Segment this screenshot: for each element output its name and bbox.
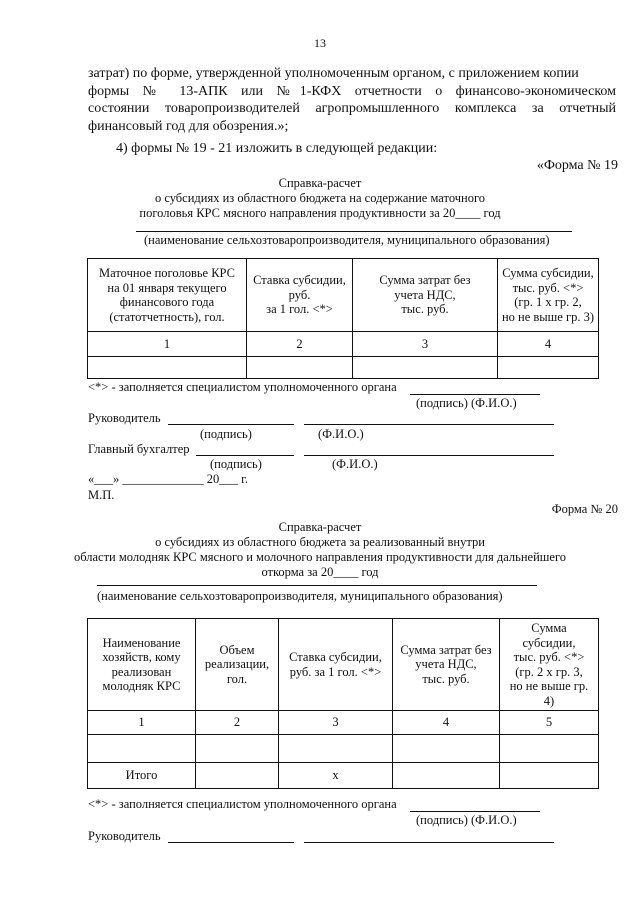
column-number: 2 — [196, 711, 279, 735]
table-header-cell: Сумма затрат без учета НДС, тыс. руб. — [393, 619, 500, 711]
head-name-line — [304, 424, 554, 425]
accountant-sign-caption: (подпись) — [210, 457, 262, 471]
table-header-cell: Сумма затрат без учета НДС, тыс. руб. — [353, 259, 498, 332]
accountant-signature-line — [196, 455, 294, 456]
form20-subtitle-1: о субсидиях из областного бюджета за реализованный внутри — [155, 535, 485, 549]
form19-table — [87, 258, 599, 379]
column-number: 3 — [279, 711, 393, 735]
page-number: 13 — [314, 36, 326, 50]
intro-line: финансовый год для обозрения.»; — [88, 118, 289, 134]
form20-title: Справка-расчет — [278, 520, 362, 534]
table-row — [88, 735, 599, 763]
total-label: Итого — [88, 763, 196, 789]
table-header-row — [88, 259, 599, 332]
form20-footnote: <*> - заполняется специалистом уполномоченного органа — [88, 797, 397, 811]
column-number: 1 — [88, 332, 247, 357]
head-sign-caption: (подпись) — [200, 427, 252, 441]
table-cell — [353, 357, 498, 379]
column-number: 2 — [247, 332, 353, 357]
form19-head-label: Руководитель — [88, 411, 161, 425]
table-cell — [393, 735, 500, 763]
form20-label: Форма № 20 — [551, 502, 618, 516]
table-header-cell: Ставка субсидии, руб. за 1 гол. <*> — [279, 619, 393, 711]
intro-paragraph — [88, 65, 616, 135]
accountant-name-line — [304, 455, 554, 456]
column-number: 3 — [353, 332, 498, 357]
form20-footnote-caption: (подпись) (Ф.И.О.) — [416, 813, 517, 827]
head-signature-line — [168, 424, 294, 425]
head-name-caption: (Ф.И.О.) — [318, 427, 364, 441]
head-signature-line — [168, 842, 294, 843]
footnote-signature-line — [410, 394, 540, 395]
form19-date-line: «___» _____________ 20___ г. — [88, 472, 248, 486]
table-cell — [500, 763, 599, 789]
form20-head-label: Руководитель — [88, 829, 161, 843]
item-4-text: 4) формы № 19 - 21 изложить в следующей редакции: — [116, 141, 438, 156]
accountant-name-caption: (Ф.И.О.) — [332, 457, 378, 471]
form19-name-caption: (наименование сельхозтоваропроизводителя, муниципального образования) — [144, 233, 550, 247]
table-header-cell: Наименование хозяйств, кому реализован молодняк КРС — [88, 619, 196, 711]
table-header-row — [88, 619, 599, 711]
table-header-cell: Сумма субсидии, тыс. руб. <*> (гр. 2 х гр. 3, но не выше гр. 4) — [500, 619, 599, 711]
footnote-signature-line — [410, 811, 540, 812]
column-number: 4 — [498, 332, 599, 357]
form19-footnote-caption: (подпись) (Ф.И.О.) — [416, 396, 517, 410]
table-header-cell: Сумма субсидии, тыс. руб. <*> (гр. 1 х гр. 2, но не выше гр. 3) — [498, 259, 599, 332]
table-cell — [279, 735, 393, 763]
table-cell — [498, 357, 599, 379]
column-number: 5 — [500, 711, 599, 735]
table-row — [88, 357, 599, 379]
form20-subtitle-3: откорма за 20____ год — [261, 565, 379, 579]
intro-line: состоянии товаропроизводителей агропромышленного комплекса за отчетный — [88, 101, 616, 116]
form19-title: Справка-расчет — [278, 176, 362, 190]
form20-table — [87, 618, 599, 789]
table-header-cell: Объем реализации, гол. — [196, 619, 279, 711]
head-name-line — [304, 842, 554, 843]
form20-name-caption: (наименование сельхозтоваропроизводителя, муниципального образования) — [97, 589, 503, 603]
table-row — [88, 711, 599, 735]
intro-line: формы № 13-АПК или №1-КФХ отчетности о финансово-экономическом — [88, 83, 616, 99]
table-cell — [500, 735, 599, 763]
form19-accountant-label: Главный бухгалтер — [88, 442, 190, 456]
table-cell — [88, 357, 247, 379]
column-number: 1 — [88, 711, 196, 735]
table-header-cell: Маточное поголовье КРС на 01 января текущего финансового года (статотчетность), гол. — [88, 259, 247, 332]
form20-name-line — [97, 585, 537, 586]
table-cell — [196, 763, 279, 789]
table-cell — [88, 735, 196, 763]
total-x-mark: x — [279, 763, 393, 789]
form19-subtitle-2: поголовья КРС мясного направления продуктивности за 20____ год — [139, 206, 501, 220]
form20-subtitle-2: области молодняк КРС мясного и молочного направления продуктивности для дальнейшего — [73, 550, 567, 564]
form19-subtitle-1: о субсидиях из областного бюджета на содержание маточного — [154, 191, 486, 205]
form19-stamp: М.П. — [88, 488, 115, 502]
table-total-row — [88, 763, 599, 789]
form19-label: «Форма № 19 — [536, 158, 618, 173]
table-row — [88, 332, 599, 357]
form19-footnote: <*> - заполняется специалистом уполномоченного органа — [88, 380, 397, 394]
column-number: 4 — [393, 711, 500, 735]
table-cell — [247, 357, 353, 379]
intro-line: затрат) по форме, утвержденной уполномоченным органом, с приложением копии — [88, 66, 579, 81]
table-cell — [393, 763, 500, 789]
table-cell — [196, 735, 279, 763]
form19-name-line — [136, 231, 572, 232]
table-header-cell: Ставка субсидии, руб. за 1 гол. <*> — [247, 259, 353, 332]
